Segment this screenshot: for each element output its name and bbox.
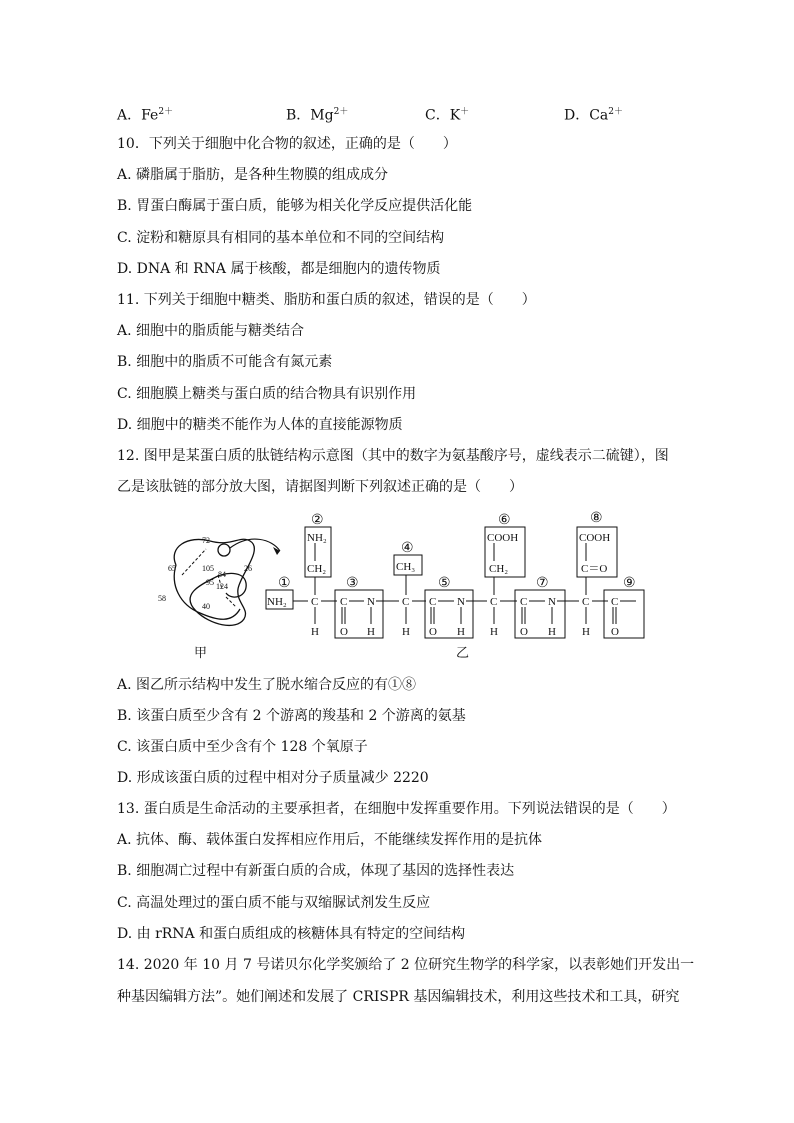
q9-option-c-sup: ＋ xyxy=(460,107,470,117)
q14-line2: 种基因编辑方法”。她们阐述和发展了 CRISPR 基因编辑技术，利用这些技术和工具，研究 xyxy=(117,989,680,1005)
q9-option-c xyxy=(425,104,469,125)
q9-option-a xyxy=(117,104,173,125)
q14-line1: 14. 2020 年 10 月 7 号诺贝尔化学奖颁给了 2 位研究生物学的科学家，以表彰她们开发出一 xyxy=(117,957,695,973)
circled-8: ⑧ xyxy=(590,511,603,526)
carbonyl-o-1: O xyxy=(340,626,348,638)
circled-7: ⑦ xyxy=(536,576,549,591)
q9-option-d-text: D．Ca xyxy=(564,107,609,124)
group-r6-top: COOH xyxy=(487,532,519,544)
carbonyl-c-2: C xyxy=(429,596,437,608)
group-r2-bottom: CH₂ xyxy=(307,563,327,575)
q11-option-c: C. 细胞膜上糖类与蛋白质的结合物具有识别作用 xyxy=(117,386,417,402)
circled-5: ⑤ xyxy=(438,576,451,591)
amide-n-1: N xyxy=(367,596,375,608)
q12-option-a: A. 图乙所示结构中发生了脱水缩合反应的有①⑧ xyxy=(117,677,417,693)
amide-h-2: H xyxy=(457,626,465,638)
amide-n-3: N xyxy=(548,596,556,608)
alpha-c-1: C xyxy=(311,596,319,608)
carbonyl-o-3: O xyxy=(520,626,528,638)
circled-3: ③ xyxy=(346,576,359,591)
alpha-h-2: H xyxy=(402,626,410,638)
jia-num-124: 124 xyxy=(216,582,228,591)
q13-option-b: B. 细胞凋亡过程中有新蛋白质的合成，体现了基因的选择性表达 xyxy=(117,863,515,879)
jia-num-95: 95 xyxy=(206,578,214,587)
jia-num-72: 72 xyxy=(202,536,210,545)
alpha-h-4: H xyxy=(582,626,590,638)
peptide-chain-jia xyxy=(174,539,254,625)
q12-option-c: C. 该蛋白质中至少含有个 128 个氧原子 xyxy=(117,739,368,755)
figure-label-jia: 甲 xyxy=(194,646,208,661)
q10-stem: 10．下列关于细胞中化合物的叙述，正确的是（ ） xyxy=(117,136,457,152)
q13-option-c: C. 高温处理过的蛋白质不能与双缩脲试剂发生反应 xyxy=(117,895,431,911)
box-9 xyxy=(604,590,644,638)
q9-option-b-sup: 2＋ xyxy=(333,107,349,117)
q9-option-b xyxy=(286,104,348,125)
disulfide-bond-3 xyxy=(226,597,236,607)
q11-stem: 11. 下列关于细胞中糖类、脂肪和蛋白质的叙述，错误的是（ ） xyxy=(117,292,536,308)
carbonyl-c-4: C xyxy=(611,596,619,608)
alpha-c-2: C xyxy=(402,596,410,608)
alpha-h-3: H xyxy=(490,626,498,638)
group-r8-bottom: C＝O xyxy=(581,563,608,575)
jia-num-58: 58 xyxy=(158,594,166,603)
group-nh2-1: NH₂ xyxy=(267,596,287,608)
q11-option-b: B. 细胞中的脂质不可能含有氮元素 xyxy=(117,354,333,370)
jia-num-105: 105 xyxy=(202,564,214,573)
q9-option-a-text: A．Fe xyxy=(117,107,159,124)
q12-stem-line2: 乙是该肽链的部分放大图，请据图判断下列叙述正确的是（ ） xyxy=(117,479,523,495)
alpha-h-1: H xyxy=(311,626,319,638)
zoom-circle xyxy=(218,544,230,556)
jia-num-40: 40 xyxy=(202,602,210,611)
amide-h-3: H xyxy=(548,626,556,638)
q12-option-b: B. 该蛋白质至少含有 2 个游离的羧基和 2 个游离的氨基 xyxy=(117,708,466,724)
q10-option-b: B. 胃蛋白酶属于蛋白质，能够为相关化学反应提供活化能 xyxy=(117,198,473,214)
q13-option-d: D. 由 rRNA 和蛋白质组成的核糖体具有特定的空间结构 xyxy=(117,926,466,942)
q11-option-a: A. 细胞中的脂质能与糖类结合 xyxy=(117,323,305,339)
q12-figure xyxy=(140,505,660,663)
q9-option-b-text: B．Mg xyxy=(286,107,334,124)
q13-option-a: A. 抗体、酶、载体蛋白发挥相应作用后，不能继续发挥作用的是抗体 xyxy=(117,832,543,848)
q13-stem: 13. 蛋白质是生命活动的主要承担者，在细胞中发挥重要作用。下列说法错误的是（ ） xyxy=(117,801,676,817)
chain-path-1 xyxy=(174,539,254,625)
circled-6: ⑥ xyxy=(498,513,511,528)
circled-9: ⑨ xyxy=(623,576,636,591)
jia-num-84: 84 xyxy=(218,570,226,579)
amide-h-1: H xyxy=(367,626,375,638)
circled-2: ② xyxy=(311,513,324,528)
q10-option-a: A. 磷脂属于脂肪，是各种生物膜的组成成分 xyxy=(117,167,389,183)
carbonyl-c-1: C xyxy=(340,596,348,608)
q9-option-d-sup: 2＋ xyxy=(608,107,624,117)
group-r8-top: COOH xyxy=(579,532,611,544)
figure-label-yi: 乙 xyxy=(456,646,470,661)
circled-1: ① xyxy=(278,576,291,591)
alpha-c-4: C xyxy=(582,596,590,608)
alpha-c-3: C xyxy=(490,596,498,608)
q9-option-d xyxy=(564,104,623,125)
q11-option-d: D. 细胞中的糖类不能作为人体的直接能源物质 xyxy=(117,417,403,433)
carbonyl-o-2: O xyxy=(429,626,437,638)
q12-stem-line1: 12. 图甲是某蛋白质的肽链结构示意图（其中的数字为氨基酸序号，虚线表示二硫键），图 xyxy=(117,448,669,464)
q10-option-d: D. DNA 和 RNA 属于核酸，都是细胞内的遗传物质 xyxy=(117,261,441,277)
arrow-head xyxy=(273,547,280,555)
q9-option-c-text: C．K xyxy=(425,107,461,124)
group-r4: CH₃ xyxy=(396,561,416,573)
peptide-diagram xyxy=(140,505,660,663)
jia-num-26: 26 xyxy=(244,564,252,573)
carbonyl-c-3: C xyxy=(520,596,528,608)
jia-num-65: 65 xyxy=(168,564,176,573)
q9-option-a-sup: 2＋ xyxy=(158,107,174,117)
circled-4: ④ xyxy=(401,541,414,556)
amide-n-2: N xyxy=(457,596,465,608)
peptide-enlarged-yi xyxy=(266,511,644,638)
q10-option-c: C. 淀粉和糖原具有相同的基本单位和不同的空间结构 xyxy=(117,230,445,246)
group-r2-top: NH₂ xyxy=(307,532,327,544)
group-r6-bottom: CH₂ xyxy=(489,563,509,575)
q12-option-d: D. 形成该蛋白质的过程中相对分子质量减少 2220 xyxy=(117,770,429,786)
carbonyl-o-4: O xyxy=(611,626,619,638)
